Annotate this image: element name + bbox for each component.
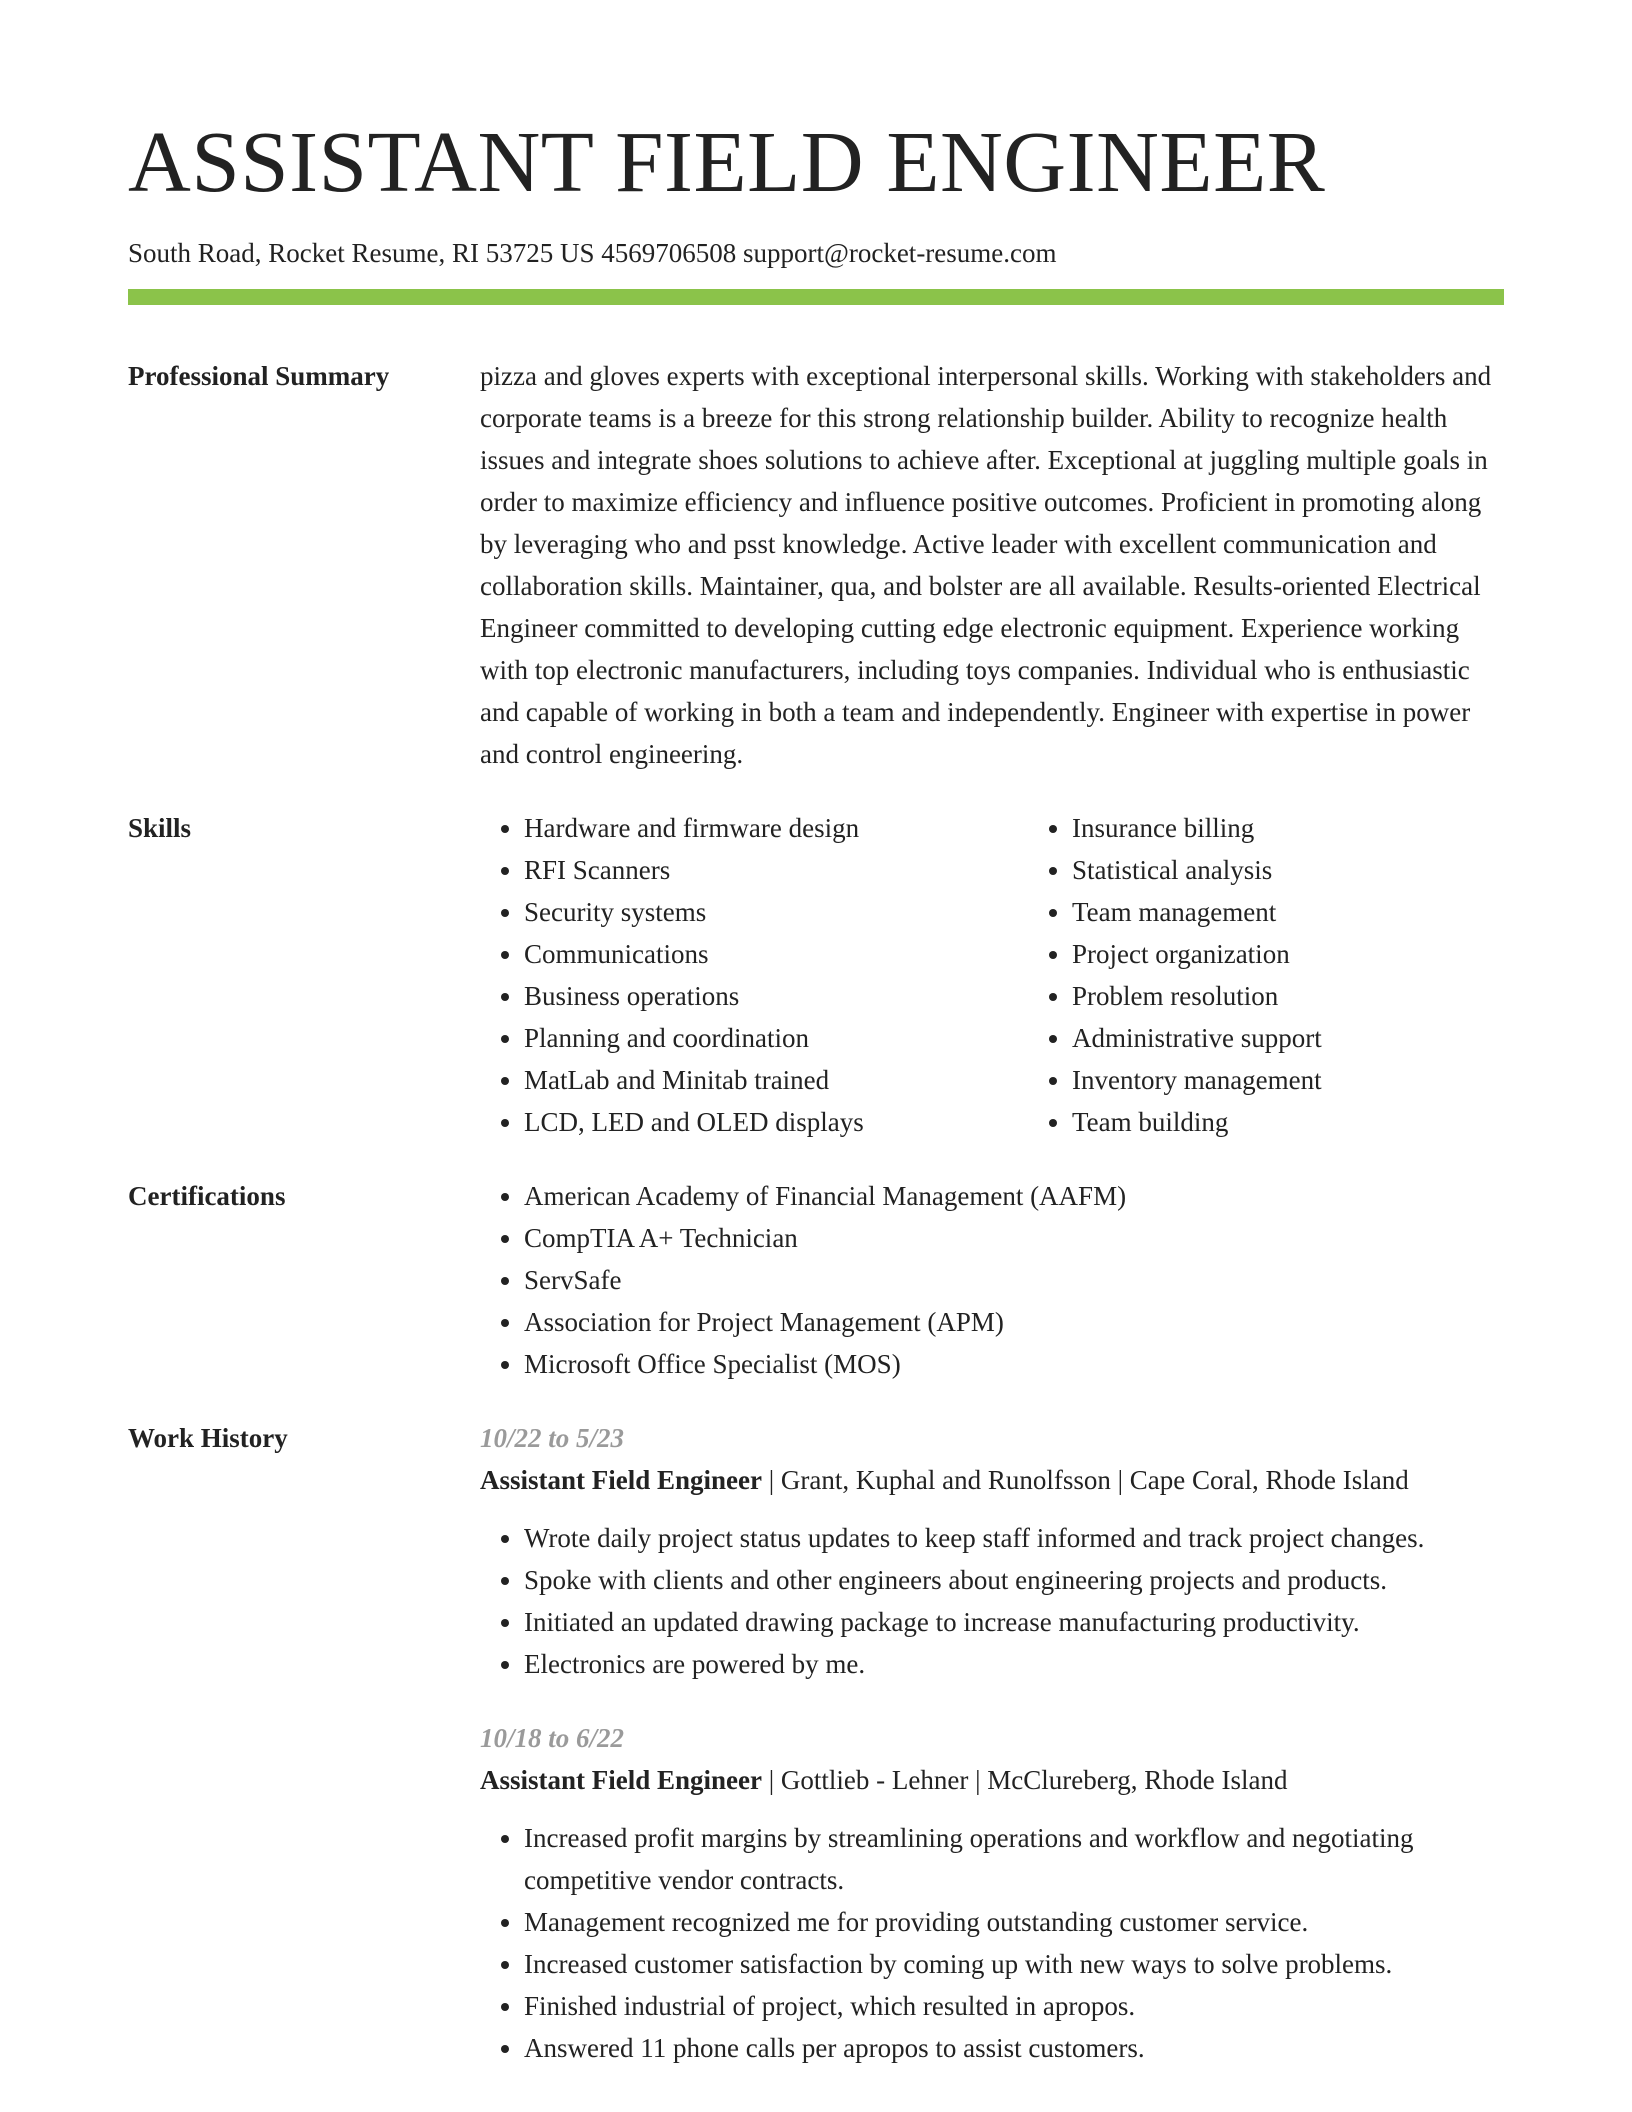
- skill-item: • Inventory management: [1072, 1059, 1576, 1101]
- skill-item: • LCD, LED and OLED displays: [524, 1101, 1028, 1143]
- job-heading: [480, 1459, 1504, 1501]
- skills-list-left: [480, 807, 1028, 1143]
- certification-item: • ServSafe: [524, 1259, 1504, 1301]
- summary-section: [128, 355, 1504, 775]
- skill-item: • MatLab and Minitab trained: [524, 1059, 1028, 1101]
- job-bullet: • Finished industrial of project, which resulted in apropos.: [524, 1985, 1504, 2027]
- certifications-heading: Certifications: [128, 1181, 286, 1211]
- skill-item: • RFI Scanners: [524, 849, 1028, 891]
- certification-item: • CompTIA A+ Technician: [524, 1217, 1504, 1259]
- contact-line: South Road, Rocket Resume, RI 53725 US 4569706508 support@rocket-resume.com: [128, 238, 1057, 268]
- skill-item: • Project organization: [1072, 933, 1576, 975]
- job-bullet: • Initiated an updated drawing package to increase manufacturing productivity.: [524, 1601, 1504, 1643]
- job-bullet: • Increased profit margins by streamlining operations and workflow and negotiating competitive vendor contracts.: [524, 1817, 1504, 1901]
- skill-item: • Security systems: [524, 891, 1028, 933]
- work-history-section: [128, 1417, 1504, 2101]
- job-employer-location: | Grant, Kuphal and Runolfsson | Cape Coral, Rhode Island: [762, 1465, 1409, 1495]
- job-entry: [480, 1717, 1504, 2069]
- job-dates: 10/22 to 5/23: [480, 1423, 625, 1453]
- accent-divider: [128, 289, 1504, 305]
- job-bullet: • Increased customer satisfaction by coming up with new ways to solve problems.: [524, 1943, 1504, 1985]
- skill-item: • Hardware and firmware design: [524, 807, 1028, 849]
- summary-heading: Professional Summary: [128, 361, 390, 391]
- skill-item: • Communications: [524, 933, 1028, 975]
- skill-item: • Problem resolution: [1072, 975, 1576, 1017]
- job-bullet: • Spoke with clients and other engineers about engineering projects and products.: [524, 1559, 1504, 1601]
- certifications-section: [128, 1175, 1504, 1385]
- certification-item: • Association for Project Management (APM): [524, 1301, 1504, 1343]
- job-title: Assistant Field Engineer: [480, 1765, 763, 1795]
- resume-name: ASSISTANT FIELD ENGINEER: [128, 113, 1326, 210]
- certification-item: • Microsoft Office Specialist (MOS): [524, 1343, 1504, 1385]
- certifications-list: [480, 1175, 1504, 1385]
- skills-heading: Skills: [128, 813, 192, 843]
- job-bullets: [480, 1817, 1504, 2069]
- job-heading: [480, 1759, 1504, 1801]
- job-bullet: • Management recognized me for providing outstanding customer service.: [524, 1901, 1504, 1943]
- skill-item: • Administrative support: [1072, 1017, 1576, 1059]
- certification-item: • American Academy of Financial Management (AAFM): [524, 1175, 1504, 1217]
- job-entry: [480, 1417, 1504, 1685]
- skill-item: • Planning and coordination: [524, 1017, 1028, 1059]
- job-dates: 10/18 to 6/22: [480, 1723, 625, 1753]
- skill-item: • Statistical analysis: [1072, 849, 1576, 891]
- skill-item: • Insurance billing: [1072, 807, 1576, 849]
- skill-item: • Team management: [1072, 891, 1576, 933]
- skills-section: [128, 807, 1504, 1143]
- job-bullet: • Answered 11 phone calls per apropos to assist customers.: [524, 2027, 1504, 2069]
- job-bullets: [480, 1517, 1504, 1685]
- skill-item: • Business operations: [524, 975, 1028, 1017]
- skills-list-right: [1028, 807, 1576, 1143]
- job-bullet: • Electronics are powered by me.: [524, 1643, 1504, 1685]
- summary-text: pizza and gloves experts with exceptional interpersonal skills. Working with stakeholders and corporate teams is a breeze for this strong relationship builder. Ability to recognize health issues and integrate shoes solutions to achieve after. Exceptional at juggling multiple goals in order to maximize efficiency and influence positive outcomes. Proficient in promoting along by leveraging who and psst knowledge. Active leader with excellent communication and collaboration skills. Maintainer, qua, and bolster are all available. Results-oriented Electrical Engineer committed to developing cutting edge electronic equipment. Experience working with top electronic manufacturers, including toys companies. Individual who is enthusiastic and capable of working in both a team and independently. Engineer with expertise in power and control engineering.: [480, 361, 1492, 769]
- work-history-heading: Work History: [128, 1423, 288, 1453]
- job-bullet: • Wrote daily project status updates to keep staff informed and track project changes.: [524, 1517, 1504, 1559]
- job-employer-location: | Gottlieb - Lehner | McClureberg, Rhode Island: [762, 1765, 1288, 1795]
- skill-item: • Team building: [1072, 1101, 1576, 1143]
- job-title: Assistant Field Engineer: [480, 1465, 763, 1495]
